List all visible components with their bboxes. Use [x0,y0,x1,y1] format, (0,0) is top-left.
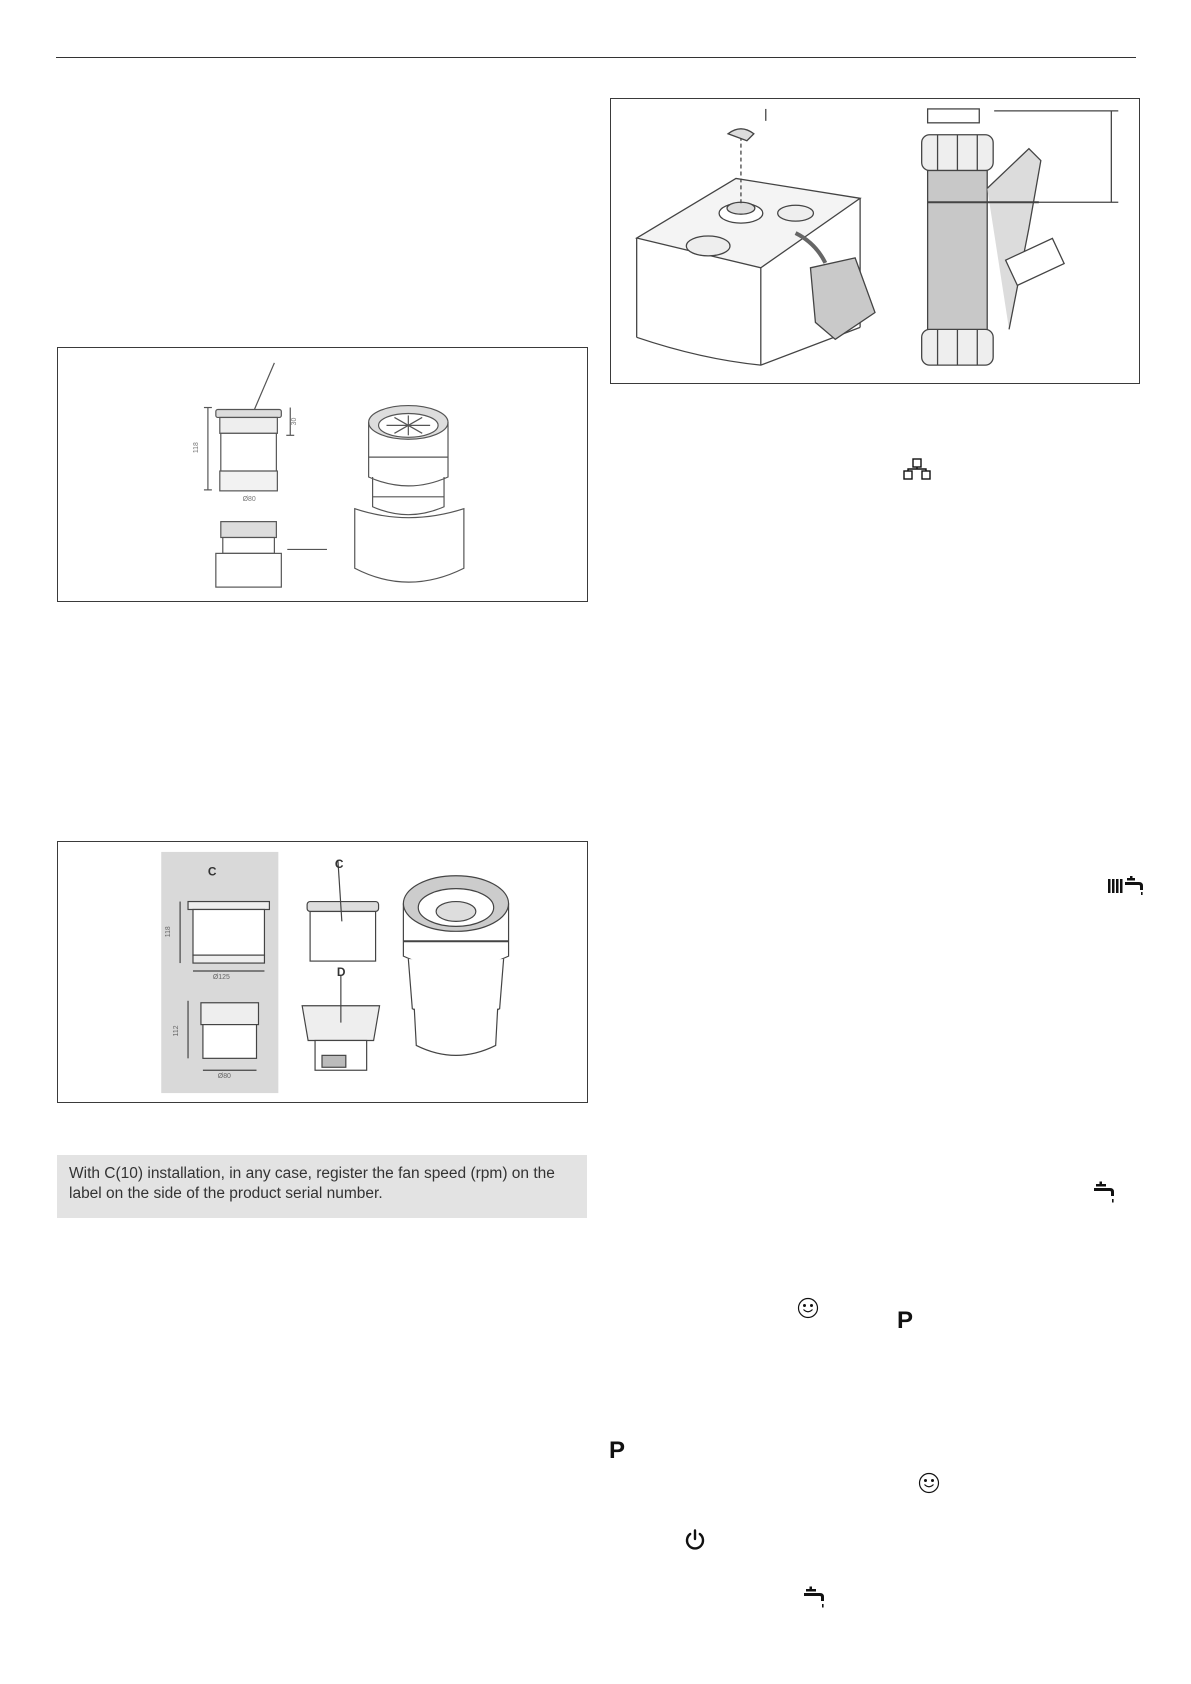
radiator-tap-icon [1107,875,1145,897]
tap-icon [1093,1181,1117,1205]
figure-c10-adapters [57,841,588,1103]
c10-fan-speed-note [57,1155,587,1218]
svg-text:30: 30 [291,417,299,426]
c10-adapters-drawing [58,842,587,1102]
power-icon [683,1528,707,1552]
parameter-p-symbol-2: P [609,1437,626,1464]
dim-diameter-c: Ø125 [212,973,230,981]
part-label-d: D [336,964,346,979]
figure-adapter-kit [57,347,588,602]
adapter-kit-drawing [58,348,587,601]
boiler-trap-drawing [611,99,1139,383]
svg-text:Ø80: Ø80 [242,495,256,503]
dim-height-d: 112 [173,1025,181,1037]
figure-boiler-trap [610,98,1140,384]
dim-height-c: 118 [165,926,173,938]
smiley-icon-2 [918,1472,940,1494]
svg-text:118: 118 [192,442,200,454]
tap-icon-2 [803,1586,827,1610]
parameter-p-symbol: P [897,1307,914,1334]
part-label-c: C [334,856,344,871]
header-rule [56,57,1136,58]
note-text: With C(10) installation, in any case, register the fan speed (rpm) on the label on the side of the product serial number. [69,1165,555,1202]
smiley-icon [797,1297,819,1319]
dim-diameter-d: Ø80 [217,1073,231,1081]
panel-label-c: C [207,864,217,879]
network-icon [903,458,931,482]
